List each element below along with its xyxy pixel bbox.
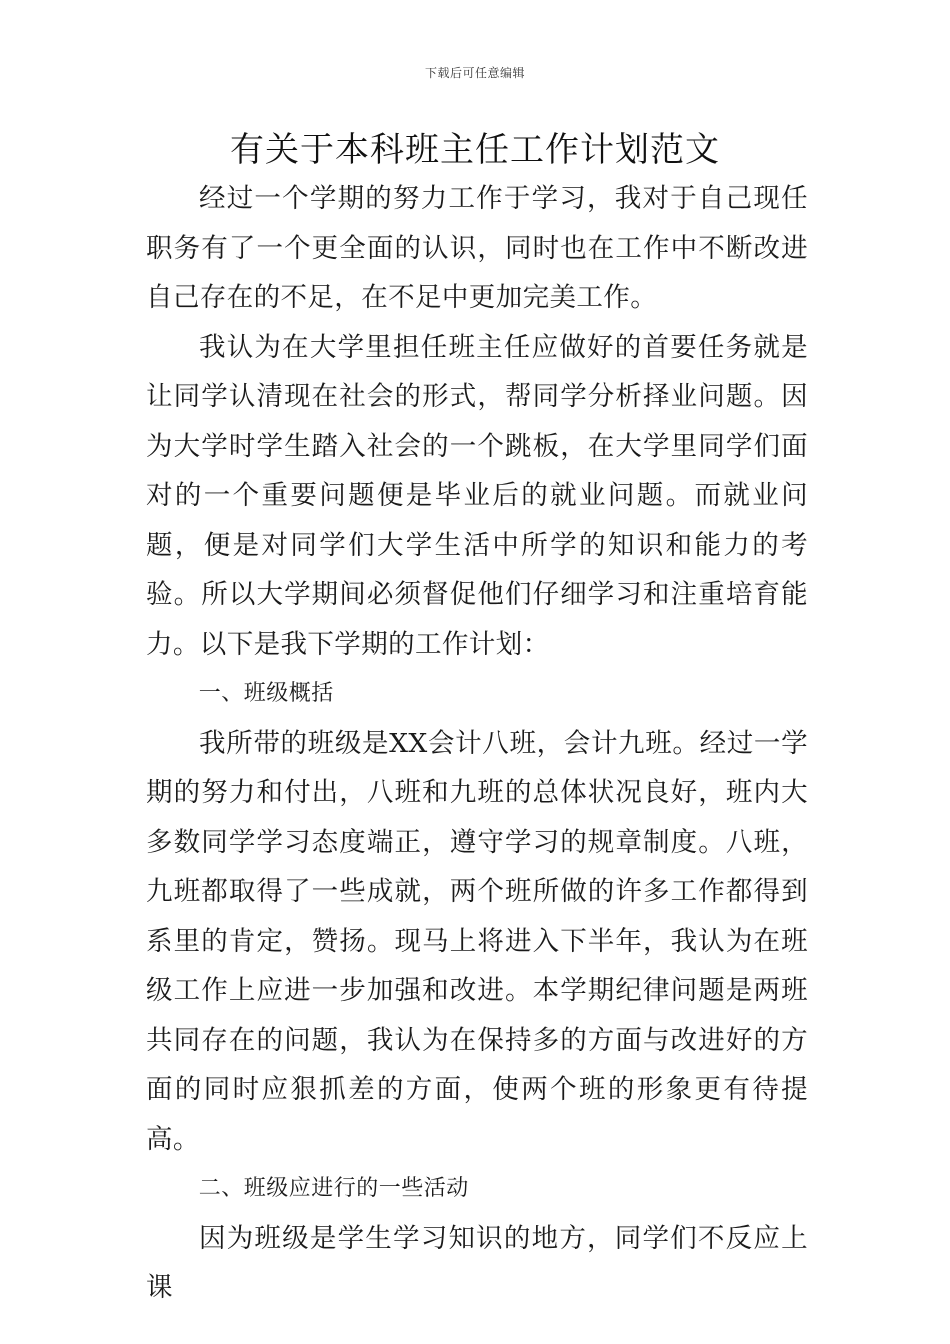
paragraph-class-summary: 我所带的班级是XX会计八班，会计九班。经过一学期的努力和付出，八班和九班的总体状况良好，班内大多数同学学习态度端正，遵守学习的规章制度。八班，九班都取得了一些成就，两个班所做的许多工作都得到系里的肯定，赞扬。现马上将进入下半年，我认为在班级工作上应进一步加强和改进。本学期纪律问题是两班共同存在的问题，我认为在保持多的方面与改进好的方面的同时应狠抓差的方面，使两个班的形象更有待提高。 [146,727,808,1155]
document-body [146,174,808,1313]
section-heading-activities: 二、班级应进行的一些活动 [198,1176,469,1201]
document-title: 有关于本科班主任工作计划范文 [230,130,720,170]
paragraph-tasks: 我认为在大学里担任班主任应做好的首要任务就是让同学认清现在社会的形式，帮同学分析择业问题。因为大学时学生踏入社会的一个跳板，在大学里同学们面对的一个重要问题便是毕业后的就业问题。而就业问题，便是对同学们大学生活中所学的知识和能力的考验。所以大学期间必须督促他们仔细学习和注重培育能力。以下是我下学期的工作计划： [146,331,808,660]
paragraph-intro: 经过一个学期的努力工作于学习，我对于自己现任职务有了一个更全面的认识，同时也在工作中不断改进自己存在的不足，在不足中更加完美工作。 [146,183,808,313]
paragraph-activities: 因为班级是学生学习知识的地方，同学们不反应上课 [146,1222,808,1303]
header-note: 下载后可任意编辑 [424,66,525,80]
section-heading-class-summary: 一、班级概括 [198,681,334,706]
